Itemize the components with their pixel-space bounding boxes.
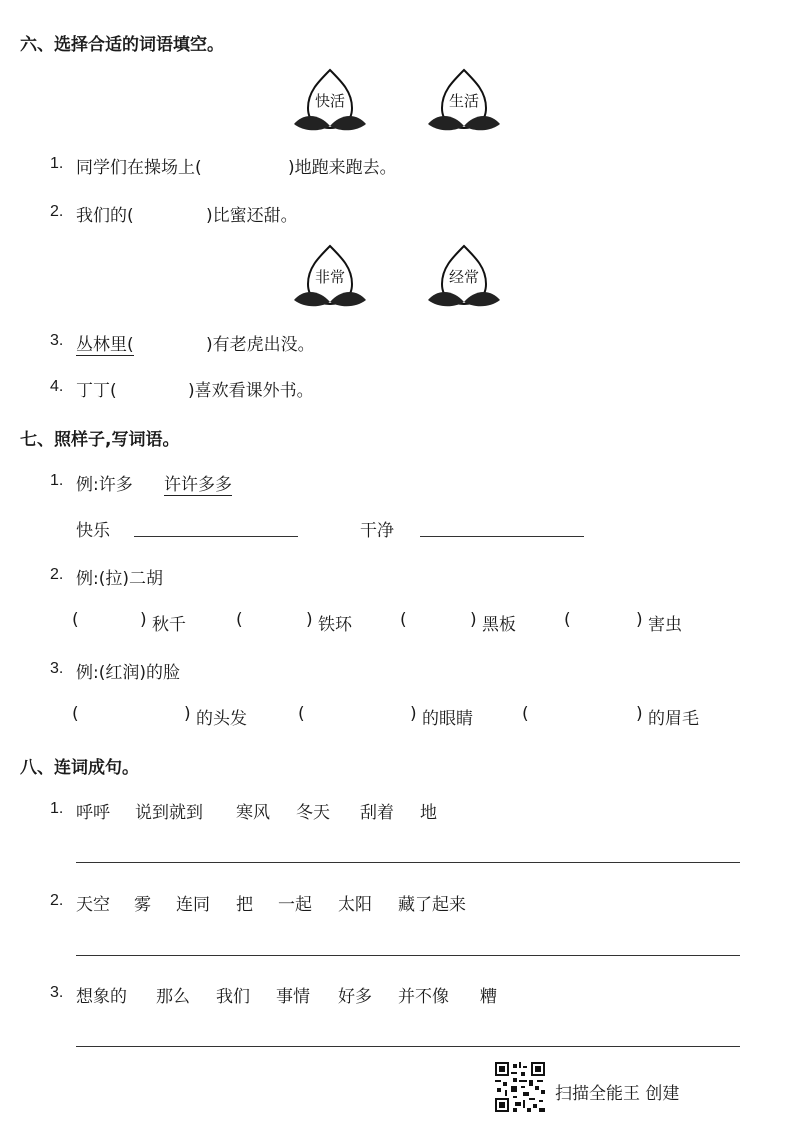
word-token: 糟 (480, 987, 497, 1007)
question-number: 1. (50, 472, 64, 489)
fill-item: 黑板 (482, 615, 516, 635)
peach-word-card (424, 242, 504, 312)
question-text-before: 我们的( (76, 206, 134, 226)
question-number: 1. (50, 800, 64, 817)
question-text-after: )喜欢看课外书。 (188, 381, 314, 401)
sentence-answer-line[interactable] (76, 1046, 740, 1047)
question-text-after: )比蜜还甜。 (206, 206, 298, 226)
word-token: 冬天 (296, 803, 330, 823)
close-paren: ) (636, 610, 643, 630)
fill-item: 秋千 (152, 615, 186, 635)
sentence-answer-line[interactable] (76, 862, 740, 863)
question-number: 1. (50, 155, 64, 172)
question-text-after: )地跑来跑去。 (288, 158, 397, 178)
question-text-before: 丛林里( (76, 330, 134, 356)
answer-line[interactable] (134, 536, 298, 537)
question-number: 2. (50, 892, 64, 909)
word-prompt: 干净 (360, 521, 394, 541)
word-token: 藏了起来 (398, 895, 466, 915)
fill-item: 铁环 (318, 615, 352, 635)
word-token: 刮着 (360, 803, 394, 823)
fill-item: 的眼睛 (422, 709, 473, 729)
question-text-before: 丁丁( (76, 381, 117, 401)
scanner-watermark-text: 扫描全能王 创建 (555, 1084, 680, 1104)
fill-item: 害虫 (648, 615, 682, 635)
word-token: 我们 (216, 987, 250, 1007)
word-token: 一起 (278, 895, 312, 915)
word-token: 天空 (76, 895, 110, 915)
word-token: 说到就到 (135, 803, 203, 823)
question-text-after: )有老虎出没。 (206, 335, 315, 355)
peach-word: 快活 (314, 92, 345, 110)
word-token: 把 (236, 895, 253, 915)
close-paren: ) (140, 610, 147, 630)
peach-word-card (424, 66, 504, 136)
open-paren: ( (564, 610, 571, 630)
word-token: 想象的 (76, 987, 127, 1007)
question-number: 3. (50, 984, 64, 1001)
example-answer: 许许多多 (164, 470, 232, 496)
open-paren: ( (72, 610, 79, 630)
word-prompt: 快乐 (76, 521, 110, 541)
word-token: 太阳 (338, 895, 372, 915)
word-token: 雾 (134, 895, 151, 915)
open-paren: ( (72, 704, 79, 724)
sentence-answer-line[interactable] (76, 955, 740, 956)
question-text-before: 同学们在操场上( (76, 158, 202, 178)
question-number: 3. (50, 660, 64, 677)
open-paren: ( (400, 610, 407, 630)
open-paren: ( (522, 704, 529, 724)
example-label: 例:(红润)的脸 (76, 663, 180, 683)
word-token: 好多 (338, 987, 372, 1007)
close-paren: ) (184, 704, 191, 724)
example-label: 例:(拉)二胡 (76, 569, 163, 589)
close-paren: ) (306, 610, 313, 630)
question-number: 3. (50, 332, 64, 349)
peach-word-card (290, 66, 370, 136)
fill-item: 的头发 (196, 709, 247, 729)
open-paren: ( (236, 610, 243, 630)
open-paren: ( (298, 704, 305, 724)
section-7-title: 七、照样子,写词语。 (20, 430, 180, 450)
word-token: 寒风 (236, 803, 270, 823)
peach-word: 经常 (448, 268, 479, 286)
close-paren: ) (410, 704, 417, 724)
close-paren: ) (470, 610, 477, 630)
section-6-title: 六、选择合适的词语填空。 (20, 35, 224, 55)
word-token: 呼呼 (76, 803, 110, 823)
word-token: 地 (420, 803, 437, 823)
qr-code-icon (495, 1062, 545, 1112)
peach-word-card (290, 242, 370, 312)
word-token: 事情 (276, 987, 310, 1007)
question-number: 2. (50, 566, 64, 583)
example-label: 例:许多 (76, 475, 133, 495)
word-token: 那么 (156, 987, 190, 1007)
word-token: 连同 (176, 895, 210, 915)
answer-line[interactable] (420, 536, 584, 537)
peach-word: 非常 (314, 268, 345, 286)
close-paren: ) (636, 704, 643, 724)
word-token: 并不像 (398, 987, 449, 1007)
fill-item: 的眉毛 (648, 709, 699, 729)
question-number: 4. (50, 378, 64, 395)
peach-word: 生活 (448, 92, 479, 110)
question-number: 2. (50, 203, 64, 220)
section-8-title: 八、连词成句。 (20, 758, 139, 778)
